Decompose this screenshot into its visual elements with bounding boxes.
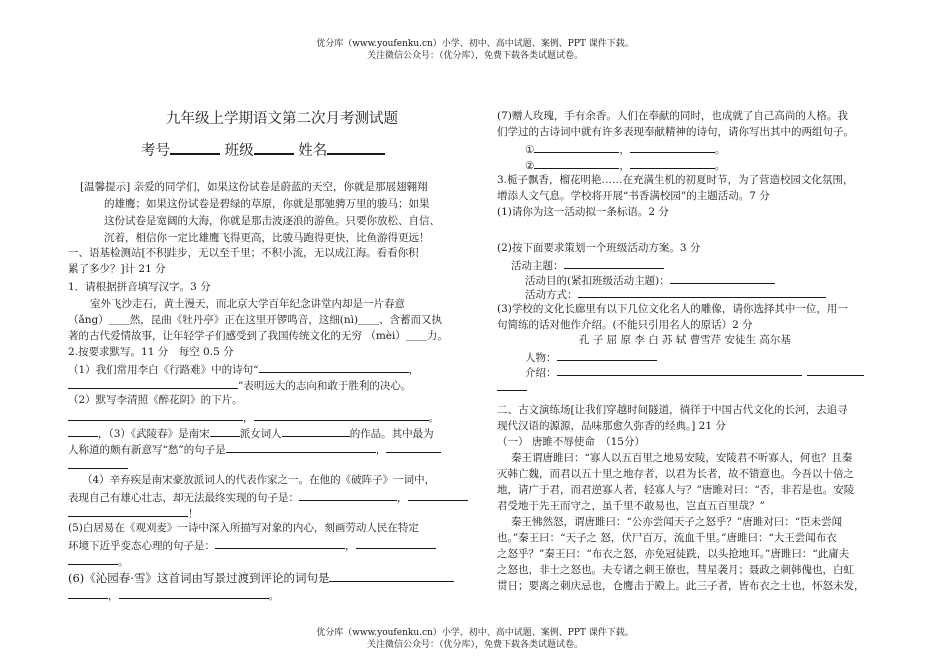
passage-line-2: 灭韩亡魏，而君以五十里之地存者，以君为长者，故不错意也。今吾以十倍之 [497,468,854,480]
q2-5-line-1: (5)白居易在《观刈麦》一诗中深入所描写对象的内心，刻画劳动人民在特定 [68,522,419,534]
q3-2-theme-label: 活动主题： [511,260,564,272]
q3-2-theme-blank[interactable] [564,257,664,269]
q2-1-text: （1）我们常用李白《行路难》中的诗句“ [68,364,259,376]
q3-line-2: 增添人文气息。学校将开展“书香满校园”的主题活动。7 分 [497,190,770,202]
q2-6-comma: ， [108,590,119,602]
q2-6-blank-1[interactable] [329,570,454,582]
q2-6-blank-2[interactable] [68,587,108,599]
q7-line-1: (7)赠人玫瑰，手有余香。人们在奉献的同时，也成就了自己高尚的人格。我 [497,110,848,122]
q2-6-period: 。 [268,590,279,602]
header-line-2: 关注微信公众号：（优分库），免费下载各类试题试卷。 [366,51,583,61]
q2-5-blank-1[interactable] [215,537,345,549]
q2-1-line [68,361,419,379]
passage-line-9: 贯日；要离之刺庆忌也，仓鹰击于殿上。此三子者，皆布衣之士也，怀怒未发， [497,580,865,592]
q2-4-text: 表现自己有雄心壮志，却无法最终实现的句子是： [68,492,299,504]
exam-no-label: 考号 [141,143,170,159]
passage-line-5: 秦王怫然怒，谓唐雎曰：“公亦尝闻天子之怒乎？”唐雎对曰：“臣未尝闻 [511,516,843,528]
q3-3-intro-blank-3[interactable] [497,379,527,391]
q2-1-blank-2[interactable] [68,377,238,389]
q2-4-line-3 [68,505,199,523]
q7-blank-2[interactable] [630,141,715,153]
q1-prompt: 1．请根据拼音填写汉字。3 分 [68,281,211,293]
q3-2-goal-blank[interactable] [670,272,775,284]
q7-line-2: 们学过的古诗词中就有许多表现奉献精神的诗句，请你写出其中的两组句子。 [497,126,854,138]
q1-text-3: 著的古代爱情故事，让年轻学子们感受到了我国传统文化的无穷 （mèi）＿＿力。 [68,330,448,342]
q2-2-blank-1[interactable] [68,409,243,421]
q7-answer-1 [525,141,725,159]
footer-line-1: 优分库（www.youfenku.cn）小学、初中、高中试题、案例、PPT 课件下载。 [316,628,634,638]
q2-5-blank-2[interactable] [356,537,436,549]
section-2-heading: 二、古文演练场[让我们穿越时间隧道，徜徉于中国古代文化的长河，去追寻 [497,404,848,416]
q2-3-blank-3[interactable] [226,441,376,453]
q3-3-intro-line-2 [497,379,527,397]
q2-6-line-2 [68,587,279,605]
q2-5-text: 环境下近乎变态心理的句子是： [68,540,215,552]
q3-3-line-2: 句简练的话对他作介绍。(不能只引用名人的原话）2 分 [497,319,753,331]
q2-1-tail: ”表明远大的志向和敢于胜利的决心。 [238,380,412,392]
q7-blank-4[interactable] [630,157,715,169]
q2-6-blank-3[interactable] [119,587,269,599]
q7-blank-1[interactable] [534,141,619,153]
q2-4-blank-3[interactable] [68,505,188,517]
section-2-heading-2: 现代汉语的源源，品味那愈久弥香的经典。] 21 分 [497,420,726,432]
q2-2-blank-2[interactable] [254,409,429,421]
name-blank[interactable] [327,142,385,155]
q2-1-blank[interactable] [259,361,409,373]
q2-1-comma: ， [408,364,420,376]
q2-4-line-1: （4）辛弃疾是南宋豪放派词人的代表作家之一。在他的《破阵子》一词中， [82,474,436,486]
tip-line-2: 的雄鹰；如果这份试卷是碧绿的草原，你就是那驰骋万里的骏马；如果 [104,198,430,210]
q2-4-blank-2[interactable] [408,489,468,501]
q2-3-blank-1[interactable] [210,425,240,437]
q2-3-text-a: ，（3）《武陵春》是南宋 [98,428,210,440]
q3-2-prompt: (2)按下面要求策划一个班级活动方案。3 分 [497,242,701,254]
q3-3-intro-blank-2[interactable] [807,364,864,376]
q3-3-intro-label: 介绍： [525,367,557,379]
q2-2-blank-3[interactable] [68,425,98,437]
q2-3-comma: ， [375,444,387,456]
q2-5-line-2 [68,537,436,555]
q2-5-blank-3[interactable] [68,553,118,565]
exam-no-blank[interactable] [170,142,220,155]
passage-line-7: 之怒乎？”秦王曰：“布衣之怒，亦免冠徒跣，以头抢地耳。”唐雎曰：“此庸夫 [497,548,850,560]
q2-6-line-1 [68,570,454,587]
header-line-1: 优分库（www.youfenku.cn）小学、初中、高中试题、案例、PPT 课件下载。 [316,39,634,49]
passage-line-8: 之怒也，非士之怒也。夫专诸之刺王僚也，彗星袭月；聂政之刺韩傀也，白虹 [497,564,854,576]
q2-5-period: 。 [118,556,129,568]
page-footer [0,627,950,651]
q2-2-line-1 [68,409,439,427]
q2-3-text-c: 的作品。其中最为 [349,428,434,440]
tip-line-1: [温馨提示] 亲爱的同学们，如果这份试卷是蔚蓝的天空，你就是那展翅翱翔 [80,181,428,193]
q2-3-line-2 [68,441,441,459]
q2-4-comma: ， [397,492,408,504]
class-blank[interactable] [254,142,294,155]
q3-2-goal-label: 活动目的(紧扣班级活动主题)： [525,275,670,287]
footer-line-2: 关注微信公众号：（优分库），免费下载各类试题试卷。 [366,640,583,650]
exam-title: 九年级上学期语文第二次月考测试题 [166,111,398,127]
q2-2-prompt: （2）默写李清照《醉花阴》的下片。 [68,394,243,406]
q2-3-line-3 [68,457,128,475]
q2-4-line-2 [68,489,468,507]
q7-comma-1: ， [619,144,630,156]
q7-marker-2: ② [525,160,535,172]
q3-3-person-label: 人物： [525,352,557,364]
q2-3-text-b: 派女词人 [239,428,282,440]
q7-answer-2 [525,157,725,175]
q2-3-blank-5[interactable] [68,457,128,469]
q2-3-blank-2[interactable] [282,425,350,437]
q2-6-text: (6)《沁园春·雪》这首词由写景过渡到评论的词句是 [68,571,330,585]
q7-comma-2: ， [619,160,630,172]
q3-3-line-1: (3)学校的文化长廊里有以下几位文化名人的雕像，请你选择其中一位，用一 [497,303,848,315]
class-label: 班级 [224,143,254,159]
q3-2-method [525,286,826,304]
passage-line-6: 也。”秦王曰：“天子之 怒，伏尸百万，流血千里。”唐雎曰：“大王尝闻布衣 [497,532,837,544]
passage-line-3: 地，请广于君，而君逆寡人者，轻寡人与？”唐雎对曰：“否，非若是也。安陵 [497,484,855,496]
q2-4-exclaim: ！ [188,508,199,520]
q7-marker-1: ① [525,144,535,156]
q3-2-method-label: 活动方式： [525,289,578,301]
section-1-heading: 一、语基检测站[不积跬步，无以至千里；不积小流，无以成江海。看看你积 [68,247,419,259]
q3-3-names: 孔 子 屈 原 李 白 苏 轼 曹雪芹 安徒生 高尔基 [579,334,791,346]
name-label: 姓名 [298,143,328,159]
q3-3-person-blank[interactable] [557,349,657,361]
q7-period-1: 。 [714,144,726,156]
student-info [141,142,385,160]
q2-1-line-2 [68,377,411,395]
q1-text-1: 室外飞沙走石，黄土漫天，而北京大学百年纪念讲堂内却是一片春意 [90,298,405,310]
tip-line-3: 这份试卷是宽阔的大海，你就是那击波逐浪的游鱼。只要你放松、自信、 [104,215,440,227]
q2-3-blank-4[interactable] [386,441,441,453]
q2-4-blank-1[interactable] [299,489,397,501]
q3-2-method-blank[interactable] [578,286,826,298]
q2-5-comma: ， [345,540,356,552]
q7-period-2: 。 [714,160,726,172]
q2-prompt: 2.按要求默写。11 分 每空 0.5 分 [68,346,234,358]
tip-line-4: 沉着，相信你一定比雄鹰飞得更高，比骏马跑得更快，比鱼游得更远！ [104,232,430,244]
q2-3-line-1 [68,425,434,443]
q2-5-line-3 [68,553,129,571]
section-1-heading-2: 累了多少？]计 21 分 [68,263,166,275]
q2-2-period: 。 [428,412,439,424]
q7-blank-3[interactable] [534,157,619,169]
q3-3-intro [525,364,864,382]
q3-3-intro-blank[interactable] [557,364,802,376]
q1-text-2: （ǎng）＿＿然，昆曲《牡丹亭》正在这里开锣鸣音，这细(nì)＿＿、含蓄而又执 [68,314,443,326]
q3-line-1: 3.栀子飘香，榴花明艳……在充满生机的初夏时节，为了营造校园文化氛围， [497,174,854,186]
q2-2-comma: ， [243,412,254,424]
q3-1-prompt: (1)请你为这一活动拟一条标语。2 分 [497,206,669,218]
passage-line-1: 秦王谓唐雎曰：“寡人以五百里之地易安陵，安陵君不听寡人，何也？且秦 [511,452,853,464]
passage-heading: （一） 唐雎不辱使命 （15分） [497,436,645,448]
q2-3-text-d: 人称道的颇有新意写“愁”的句子是 [68,444,226,456]
page-header [0,38,950,62]
passage-line-4: 君受地于先王而守之，虽千里不敢易也，岂直五百里哉？” [497,500,765,512]
